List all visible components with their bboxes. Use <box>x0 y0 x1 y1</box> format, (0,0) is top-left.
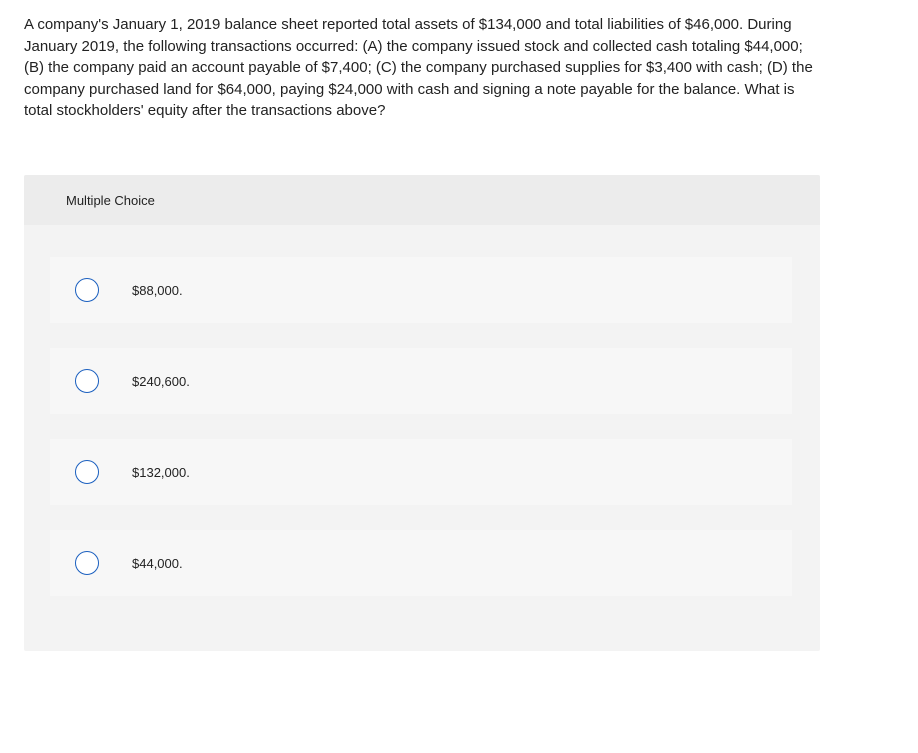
radio-button-icon[interactable] <box>75 278 99 302</box>
radio-button-icon[interactable] <box>75 460 99 484</box>
multiple-choice-header: Multiple Choice <box>24 175 820 225</box>
question-text: A company's January 1, 2019 balance sheet reported total assets of $134,000 and total liabilities of $46,000. During January 2019, the following transactions occurred: (A) the company issued stock and collected cash totaling $44,000; (B) the company paid an account payable of $7,400; (C) the company purchased supplies for $3,400 with cash; (D) the company purchased land for $64,000, paying $24,000 with cash and signing a note payable for the balance. What is total stockholders' equity after the transactions above? <box>24 16 813 119</box>
answer-option-label: $44,000. <box>132 555 183 571</box>
answer-option-2[interactable] <box>50 348 792 414</box>
answer-option-label: $132,000. <box>132 464 190 480</box>
answer-option-label: $88,000. <box>132 282 183 298</box>
answer-option-4[interactable] <box>50 530 792 596</box>
answer-option-label: $240,600. <box>132 373 190 389</box>
answer-options <box>50 257 792 596</box>
answer-option-1[interactable] <box>50 257 792 323</box>
radio-button-icon[interactable] <box>75 369 99 393</box>
answer-option-3[interactable] <box>50 439 792 505</box>
radio-button-icon[interactable] <box>75 551 99 575</box>
multiple-choice-panel <box>24 175 820 651</box>
